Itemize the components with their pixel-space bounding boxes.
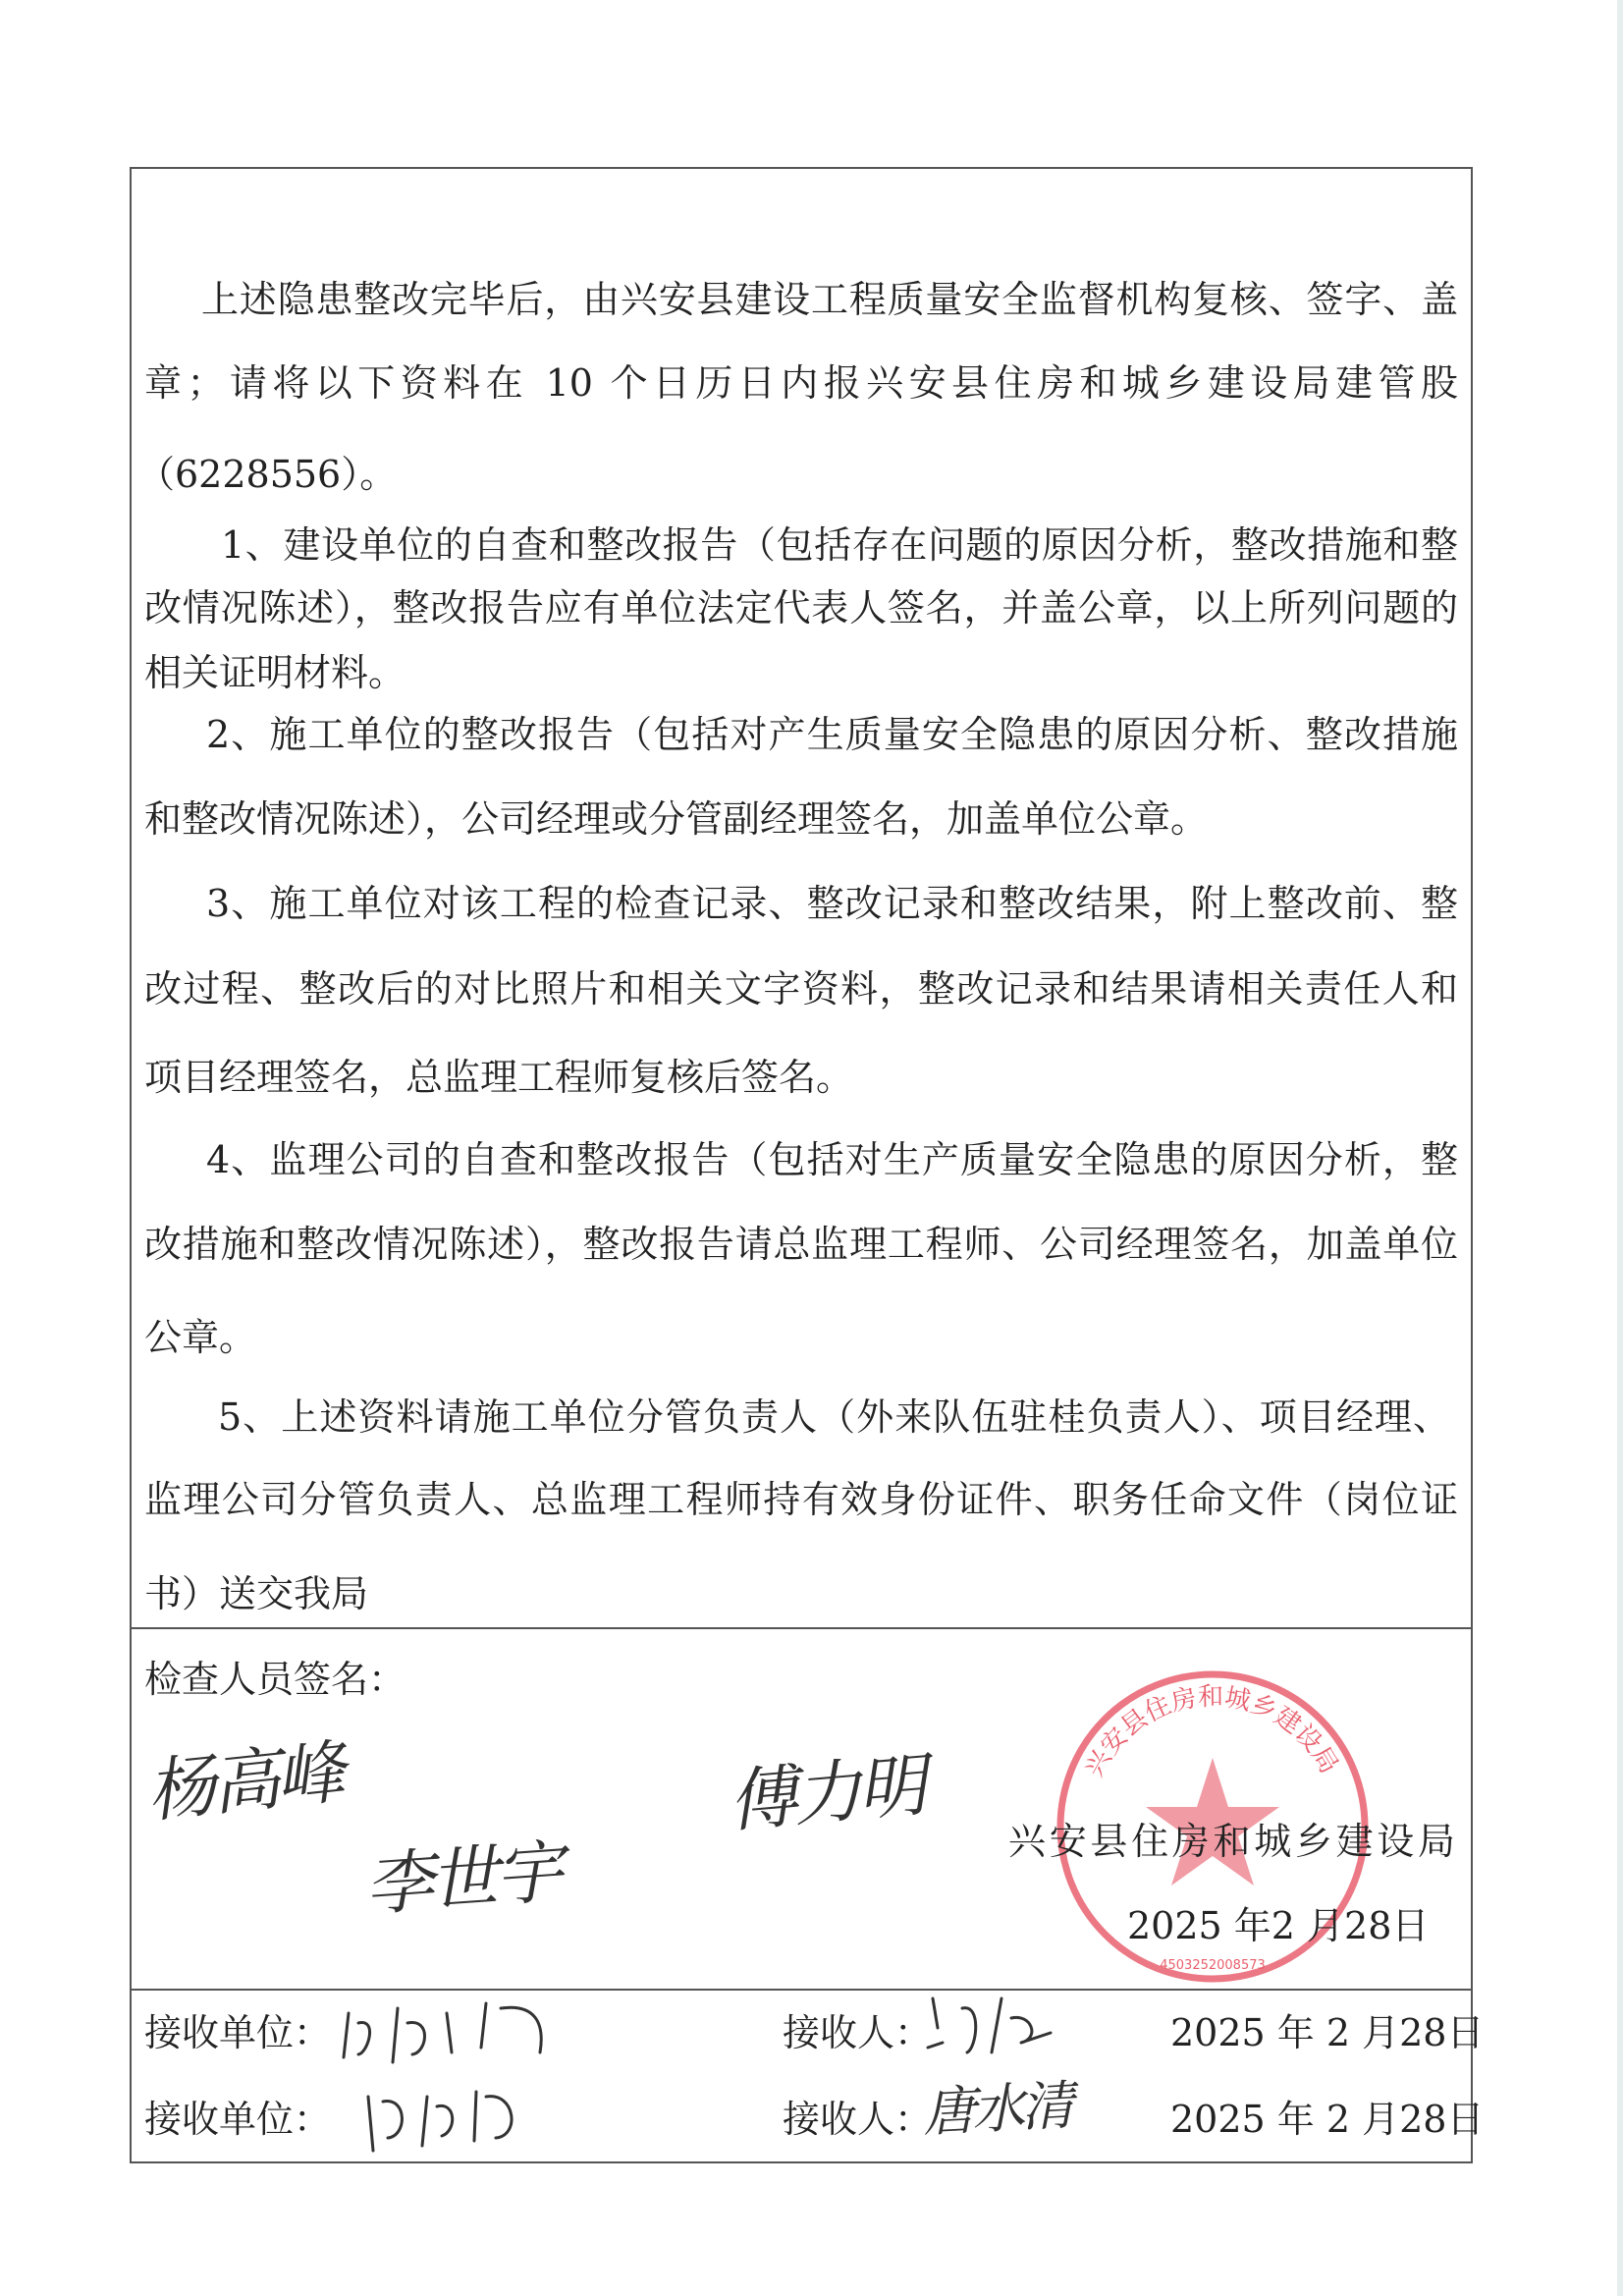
receiver-label: 接收人： [783,2011,933,2054]
body-line: 改情况陈述），整改报告应有单位法定代表人签名，并盖公章，以上所列问题的 [144,586,1458,629]
receiving-unit-signature [339,1994,560,2067]
body-line: 书）送交我局 [144,1572,369,1615]
receipt-date: 2025 年 2 月28日 [1170,2098,1485,2141]
body-line: 4、监理公司的自查和整改报告（包括对生产质量安全隐患的原因分析，整 [206,1138,1458,1181]
body-line: 监理公司分管负责人、总监理工程师持有效身份证件、职务任命文件（岗位证 [144,1478,1458,1521]
body-line: （6228556）。 [137,453,398,496]
body-line: 章；请将以下资料在 10 个日历日内报兴安县住房和城乡建设局建管股 [144,361,1458,405]
receiver-label: 接收人： [783,2098,933,2141]
receiving-unit-label: 接收单位： [144,2011,332,2054]
body-line: 1、建设单位的自查和整改报告（包括存在问题的原因分析，整改措施和整 [221,523,1458,567]
svg-text:4503252008573: 4503252008573 [1160,1958,1266,1973]
body-line: 公章。 [144,1316,257,1359]
receipt-date: 2025 年 2 月28日 [1170,2011,1485,2054]
receiver-signature: 唐水清 [921,2074,1072,2144]
body-line: 改措施和整改情况陈述），整改报告请总监理工程师、公司经理签名，加盖单位 [144,1223,1458,1266]
svg-text:兴安县住房和城乡建设局: 兴安县住房和城乡建设局 [1079,1682,1344,1782]
issuing-org: 兴安县住房和城乡建设局 [1008,1820,1455,1863]
body-line: 2、施工单位的整改报告（包括对产生质量安全隐患的原因分析、整改措施 [206,713,1458,756]
receiving-unit-label: 接收单位： [144,2098,332,2141]
issue-date: 2025 年2 月28日 [1127,1904,1430,1947]
body-line: 和整改情况陈述），公司经理或分管副经理签名，加盖单位公章。 [144,797,1209,841]
receiver-signature [923,1989,1060,2062]
inspector-signature-label: 检查人员签名： [144,1658,406,1701]
divider [130,1627,1473,1629]
body-line: 改过程、整改后的对比照片和相关文字资料，整改记录和结果请相关责任人和 [144,967,1458,1011]
body-line: 相关证明材料。 [144,651,406,694]
body-line: 5、上述资料请施工单位分管负责人（外来队伍驻桂负责人）、项目经理、 [218,1395,1450,1439]
body-line: 上述隐患整改完毕后，由兴安县建设工程质量安全监督机构复核、签字、盖 [201,278,1458,321]
body-line: 3、施工单位对该工程的检查记录、整改记录和整改结果，附上整改前、整 [206,882,1458,925]
receiving-unit-signature [358,2077,535,2156]
body-line: 项目经理签名，总监理工程师复核后签名。 [144,1056,854,1099]
inspector-signature-3: 傅力明 [725,1744,926,1842]
scan-edge [1617,0,1623,2296]
inspector-signature-1: 杨高峰 [142,1731,346,1832]
inspector-signature-2: 李世宇 [362,1831,563,1926]
